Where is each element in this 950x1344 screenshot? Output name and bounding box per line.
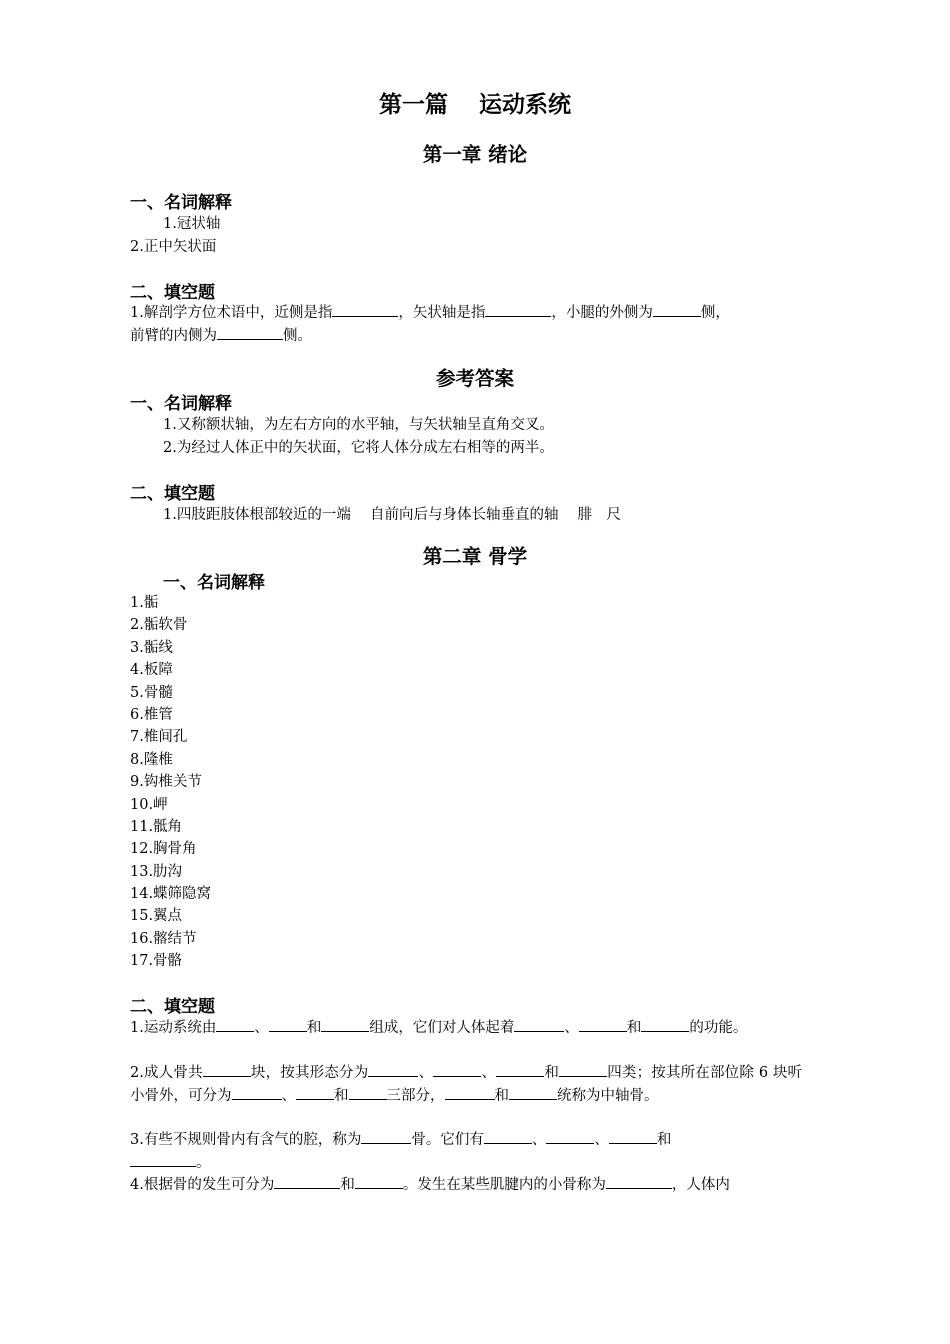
- answers-terms-heading: 一、名词解释: [130, 394, 232, 414]
- ch2-fill-question-1: 1.运动系统由 、 和 组成，它们对人体起着 、 和 的功能。: [130, 1017, 802, 1040]
- ch1-terms-heading: 一、名词解释: [130, 193, 232, 213]
- answer-blank: [368, 1062, 418, 1077]
- ch1-term-2: 2.正中矢状面: [130, 239, 217, 255]
- answer-blank: [606, 1174, 672, 1189]
- list-item: 12.胸骨角: [130, 841, 197, 858]
- ch2-terms-heading: 一、名词解释: [163, 573, 265, 593]
- answers-fill-heading: 二、填空题: [130, 484, 215, 504]
- ch2-fill-question-4: 4.根据骨的发生可分为 和 。发生在某些肌腱内的小骨称为 ，人体内: [130, 1174, 802, 1197]
- list-item: 3.骺线: [130, 639, 173, 656]
- answer-blank: [433, 1062, 481, 1077]
- answer-blank: [203, 1062, 251, 1077]
- answer-blank: [274, 1174, 340, 1189]
- answer-blank: [217, 325, 283, 340]
- answer-blank: [509, 1085, 557, 1100]
- chapter-2-title: 第二章 骨学: [422, 545, 528, 568]
- answer-blank: [485, 302, 551, 317]
- answer-fill-1: 1.四肢距肢体根部较近的一端 自前向后与身体长轴垂直的轴 腓 尺: [163, 507, 622, 523]
- part-title: 第一篇 运动系统: [378, 92, 571, 118]
- list-item: 9.钩椎关节: [130, 774, 202, 791]
- list-item: 15.翼点: [130, 908, 183, 925]
- list-item: 17.骨骼: [130, 953, 183, 970]
- list-item: 5.骨髓: [130, 684, 173, 701]
- list-item: 13.肋沟: [130, 863, 183, 880]
- answer-blank: [296, 1085, 334, 1100]
- ch2-terms-list: [130, 592, 211, 973]
- ch2-fill-heading: 二、填空题: [130, 997, 215, 1017]
- answer-blank: [361, 1129, 411, 1144]
- answer-blank: [349, 1085, 387, 1100]
- answer-blank: [546, 1129, 594, 1144]
- list-item: 6.椎管: [130, 706, 173, 723]
- list-item: 7.椎间孔: [130, 729, 188, 746]
- answer-blank: [609, 1129, 657, 1144]
- answer-blank: [269, 1017, 307, 1032]
- answer-blank: [216, 1017, 254, 1032]
- list-item: 4.板障: [130, 662, 173, 679]
- answer-blank: [232, 1085, 282, 1100]
- ch1-fill-heading: 二、填空题: [130, 283, 215, 303]
- answer-blank: [445, 1085, 495, 1100]
- answer-term-1: 1.又称额状轴，为左右方向的水平轴，与矢状轴呈直角交叉。: [163, 417, 554, 433]
- answer-blank: [579, 1017, 627, 1032]
- list-item: 10.岬: [130, 796, 168, 813]
- ch2-fill-question-2: 2.成人骨共 块，按其形态分为 、 、 和 四类；按其所在部位除 6 块听小骨外，可分为 、 和 三部分， 和 统称为中轴骨。: [130, 1062, 802, 1107]
- answer-blank: [496, 1062, 544, 1077]
- answer-blank: [653, 302, 701, 317]
- answer-blank: [130, 1152, 196, 1167]
- ch1-term-1: 1.冠状轴: [163, 216, 221, 232]
- list-item: 16.髂结节: [130, 930, 197, 947]
- ch1-fill-question-1: 1.解剖学方位术语中，近侧是指 ，矢状轴是指 ，小腿的外侧为 侧， 前臂的内侧为 侧。: [130, 302, 802, 347]
- answer-blank: [484, 1129, 532, 1144]
- answer-blank: [332, 302, 398, 317]
- list-item: 8.隆椎: [130, 751, 173, 768]
- list-item: 1.骺: [130, 595, 159, 611]
- answer-blank: [559, 1062, 607, 1077]
- list-item: 11.骶角: [130, 818, 183, 835]
- answers-title: 参考答案: [435, 367, 514, 390]
- list-item: 2.骺软骨: [130, 617, 188, 634]
- answer-blank: [514, 1017, 564, 1032]
- answer-blank: [641, 1017, 689, 1032]
- answer-term-2: 2.为经过人体正中的矢状面，它将人体分成左右相等的两半。: [163, 440, 554, 456]
- ch2-fill-question-3: 3.有些不规则骨内有含气的腔，称为 骨。它们有 、 、 和 。: [130, 1129, 802, 1174]
- list-item: 14.蝶筛隐窝: [130, 886, 212, 903]
- chapter-1-title: 第一章 绪论: [422, 143, 528, 166]
- answer-blank: [355, 1174, 403, 1189]
- answer-blank: [321, 1017, 369, 1032]
